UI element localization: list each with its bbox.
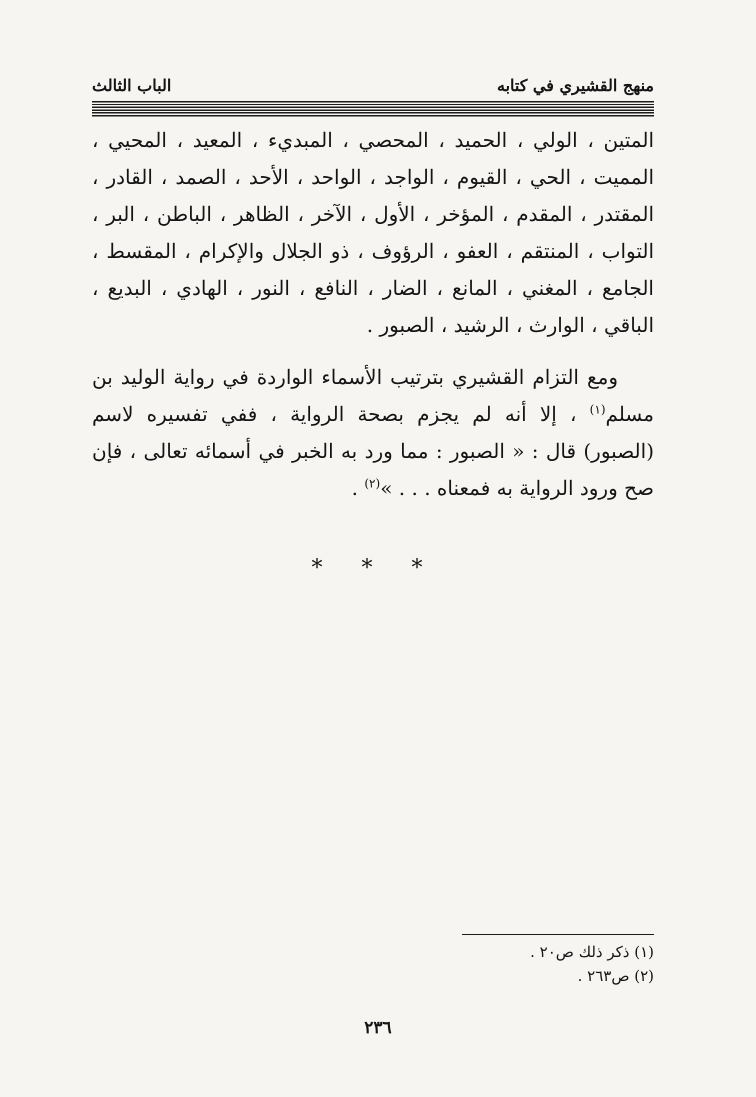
running-header (92, 70, 654, 100)
text-line: المقدم ، المؤخر ، الأول ، الآخر ، الظاهر ، الباطن ، البر ، التواب ، (92, 202, 655, 263)
footnote-reference-2: (٢) (364, 476, 381, 491)
page-number: ٢٣٦ (364, 1018, 392, 1038)
book-section-title: منهج القشيري في كتابه (496, 76, 654, 95)
header-rule (92, 101, 654, 117)
text-line: المغني ، المانع ، الضار ، النافع ، النور ، الهادي ، البديع ، الباقي ، (92, 276, 654, 337)
paragraph-names-list (92, 122, 654, 344)
sentence-end: . (351, 476, 358, 500)
text-run: ومع التزام القشيري بترتيب الأسماء الواردة في رواية الوليد بن مسلم (92, 365, 654, 426)
text-run: ، إلا أنه لم يجزم بصحة الرواية ، ففي تفسيره لاسم (الصبور) قال : « الصبور : مما ورد به الخبر في أسمائه تعالى ، فإن صح ورود الرواية به فمعناه . . . » (92, 402, 654, 500)
footnote-1: (١) ذكر ذلك ص٢٠ . (530, 943, 654, 961)
footnote-2: (٢) ص٢٦٣ . (577, 967, 654, 985)
text-line: الحي ، القيوم ، الواجد ، الواحد ، الأحد ، الصمد ، القادر ، المقتدر ، (92, 165, 655, 226)
paragraph-commentary (92, 359, 654, 507)
footnote-rule (462, 934, 654, 935)
text-line: المنتقم ، العفو ، الرؤوف ، ذو الجلال والإكرام ، المقسط ، الجامع ، (92, 239, 654, 300)
chapter-title: الباب الثالث (92, 76, 172, 95)
footnotes (360, 940, 654, 988)
text-line: الوارث ، الرشيد ، الصبور . (366, 313, 585, 337)
section-separator: * * * (311, 556, 439, 581)
text-line: المتين ، الولي ، الحميد ، المحصي ، المبديء ، المعيد ، المحيي ، المميت ، (92, 128, 655, 189)
main-text (92, 122, 654, 507)
footnote-reference-1: (١) (589, 402, 606, 417)
